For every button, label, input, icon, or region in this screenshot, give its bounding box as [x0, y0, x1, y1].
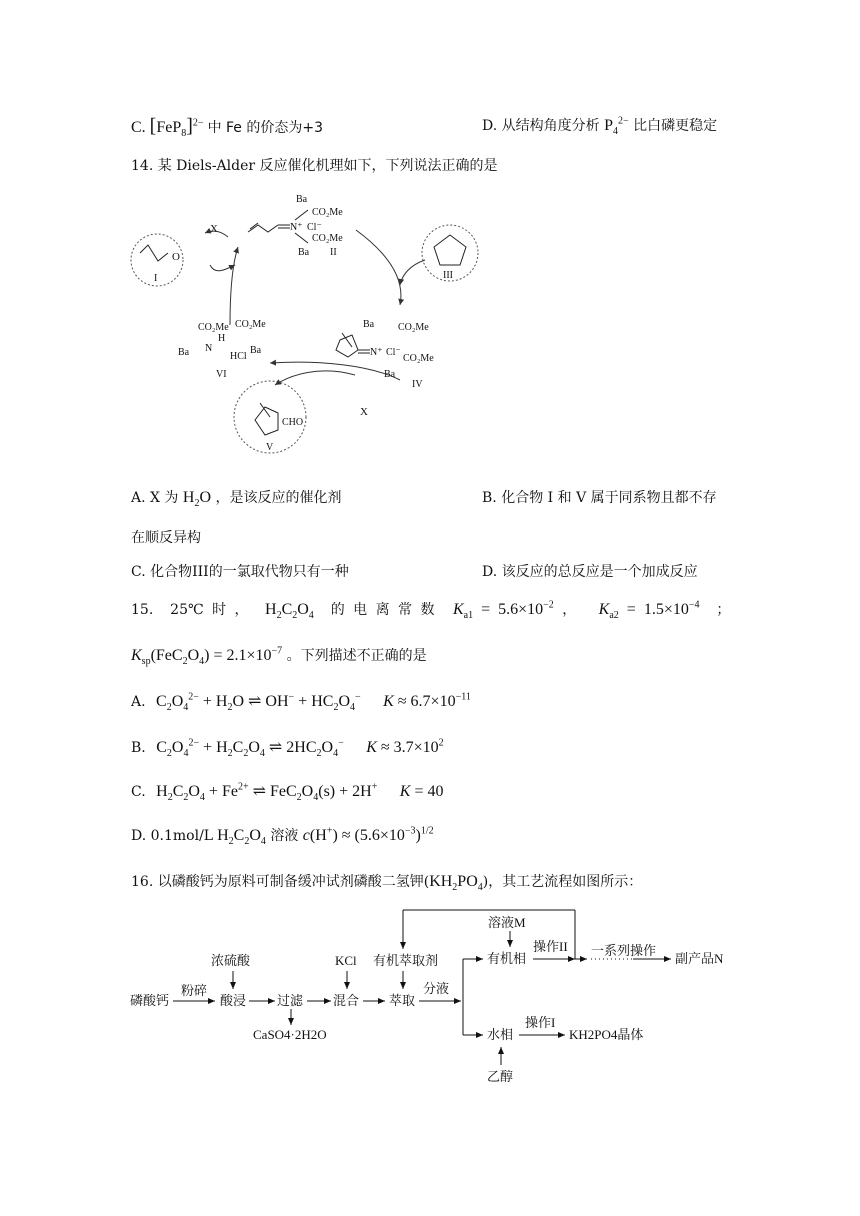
svg-text:操作II: 操作II — [533, 939, 568, 954]
svg-text:CO₂Me: CO₂Me — [312, 233, 343, 244]
svg-text:N⁺: N⁺ — [370, 347, 383, 358]
svg-text:N: N — [205, 343, 213, 354]
svg-text:CaSO4·2H2O: CaSO4·2H2O — [253, 1027, 327, 1042]
svg-text:II: II — [330, 247, 337, 258]
svg-text:Ba: Ba — [296, 194, 308, 205]
q13-d-text: 比白磷更稳定 — [633, 118, 718, 134]
q14-option-c: C. 化合物III的一氯取代物只有一种 — [131, 564, 349, 580]
q13-option-d: D. 从结构角度分析 $P_4^{2-}$ 比白磷更稳定 — [482, 115, 718, 138]
svg-text:Cl⁻: Cl⁻ — [386, 347, 401, 358]
compound-I — [131, 234, 183, 286]
svg-text:Cl⁻: Cl⁻ — [307, 222, 322, 233]
q14-a-text2: ，是该反应的催化剂 — [215, 490, 342, 506]
svg-text:Ba: Ba — [384, 369, 396, 380]
svg-text:IV: IV — [412, 379, 423, 390]
svg-text:KCl: KCl — [335, 953, 357, 968]
q15-option-a: A. $C_2O_4^{2-} + H_2O$ ⇌ $OH^- + HC_2O_4^-$ $K \approx 6.7\times 10^{-11}$ — [131, 691, 471, 714]
q14-option-a: A. X 为 $H_2O$ ，是该反应的催化剂 — [131, 489, 342, 510]
compound-IV — [336, 319, 434, 390]
svg-text:CO₂Me: CO₂Me — [235, 319, 266, 330]
q15-stem-tail: 。下列描述不正确的是 — [286, 648, 427, 664]
q13-c-text: 中 Fe 的价态为+3 — [207, 120, 324, 136]
q14-stem: 14. 某 Diels-Alder 反应催化机理如下，下列说法正确的是 — [131, 158, 498, 174]
q14-option-b-cont: 在顺反异构 — [131, 530, 201, 546]
q14-option-d: D. 该反应的总反应是一个加成反应 — [482, 564, 698, 580]
q13-option-c: C. $[FeP_8]^{2-}$ 中 Fe 的价态为+3 — [131, 115, 324, 140]
svg-text:III: III — [443, 270, 453, 281]
svg-text:酸浸: 酸浸 — [220, 993, 247, 1008]
svg-text:萃取: 萃取 — [389, 993, 416, 1008]
svg-text:H: H — [218, 333, 226, 344]
q15-stem-1: 15. 25℃ 时 ， $H_2C_2O_4$ 的 电 离 常 数 $K_{a1} = 5.6\times 10^{-2}$ ， $K_{a2} = 1.5\times 10^{-4}$ ； — [131, 599, 731, 622]
svg-text:Ba: Ba — [298, 247, 310, 258]
svg-text:浓硫酸: 浓硫酸 — [211, 953, 251, 968]
q15-option-c: C. $H_2C_2O_4 + Fe^{2+}$ ⇌ $FeC_2O_4(s) + 2H^+$ K = 40 — [131, 781, 444, 804]
svg-text:VI: VI — [216, 369, 227, 380]
svg-text:有机相: 有机相 — [487, 951, 527, 966]
svg-text:溶液M: 溶液M — [488, 915, 526, 930]
svg-text:HCl: HCl — [230, 351, 247, 362]
svg-text:一系列操作: 一系列操作 — [591, 943, 657, 958]
svg-text:Ba: Ba — [178, 347, 190, 358]
svg-text:CO₂Me: CO₂Me — [198, 322, 229, 333]
q16-stem: 16. 以磷酸钙为原料可制备缓冲试剂磷酸二氢钾$(KH_2PO_4)$，其工艺流程如图所示： — [131, 873, 643, 894]
svg-text:混合: 混合 — [333, 993, 360, 1008]
reagent-x-bottom: X — [360, 406, 368, 418]
q15-option-d: D. 0.1mol/L $H_2C_2O_4$ 溶液 $c(H^+) \approx (5.6\times 10^{-3})^{1/2}$ — [131, 825, 434, 848]
svg-text:水相: 水相 — [487, 1027, 514, 1042]
svg-text:副产品N: 副产品N — [675, 951, 724, 966]
catalytic-cycle-diagram — [120, 185, 480, 470]
svg-text:V: V — [266, 442, 274, 453]
q13-d-prefix: D. 从结构角度分析 — [482, 118, 600, 134]
svg-text:O: O — [172, 251, 180, 263]
svg-text:过滤: 过滤 — [277, 993, 304, 1008]
svg-text:乙醇: 乙醇 — [487, 1069, 514, 1084]
svg-text:I: I — [154, 273, 158, 284]
reagent-x-top: X — [210, 223, 218, 235]
compound-III — [422, 225, 478, 281]
q14-a-text: A. X 为 — [131, 490, 179, 506]
compound-VI — [178, 319, 266, 380]
svg-text:CO₂Me: CO₂Me — [312, 207, 343, 218]
svg-text:粉碎: 粉碎 — [181, 983, 208, 998]
svg-text:有机萃取剂: 有机萃取剂 — [373, 953, 439, 968]
q15-option-b: B. $C_2O_4^{2-} + H_2C_2O_4$ ⇌ $2HC_2O_4^-$ $K \approx 3.7\times 10^2$ — [131, 737, 444, 760]
q14-option-b: B. 化合物 I 和 V 属于同系物且都不存 — [482, 490, 717, 506]
process-flowchart — [125, 905, 745, 1085]
svg-text:Ba: Ba — [363, 319, 375, 330]
svg-text:CO₂Me: CO₂Me — [398, 322, 429, 333]
q15-stem-2: $K_{sp}(FeC_2O_4) = 2.1\times 10^{-7}$ 。下列描述不正确的是 — [131, 645, 427, 668]
svg-text:KH2PO4晶体: KH2PO4晶体 — [569, 1027, 644, 1042]
q13-c-prefix: C. — [131, 119, 146, 136]
svg-text:CHO: CHO — [282, 417, 304, 428]
compound-II — [248, 194, 343, 258]
svg-text:操作I: 操作I — [525, 1015, 556, 1030]
svg-text:分液: 分液 — [423, 981, 450, 996]
svg-text:CO₂Me: CO₂Me — [403, 353, 434, 364]
svg-text:Ba: Ba — [250, 345, 262, 356]
svg-text:磷酸钙: 磷酸钙 — [130, 993, 170, 1008]
svg-text:N⁺: N⁺ — [290, 222, 303, 233]
compound-V — [234, 381, 306, 453]
